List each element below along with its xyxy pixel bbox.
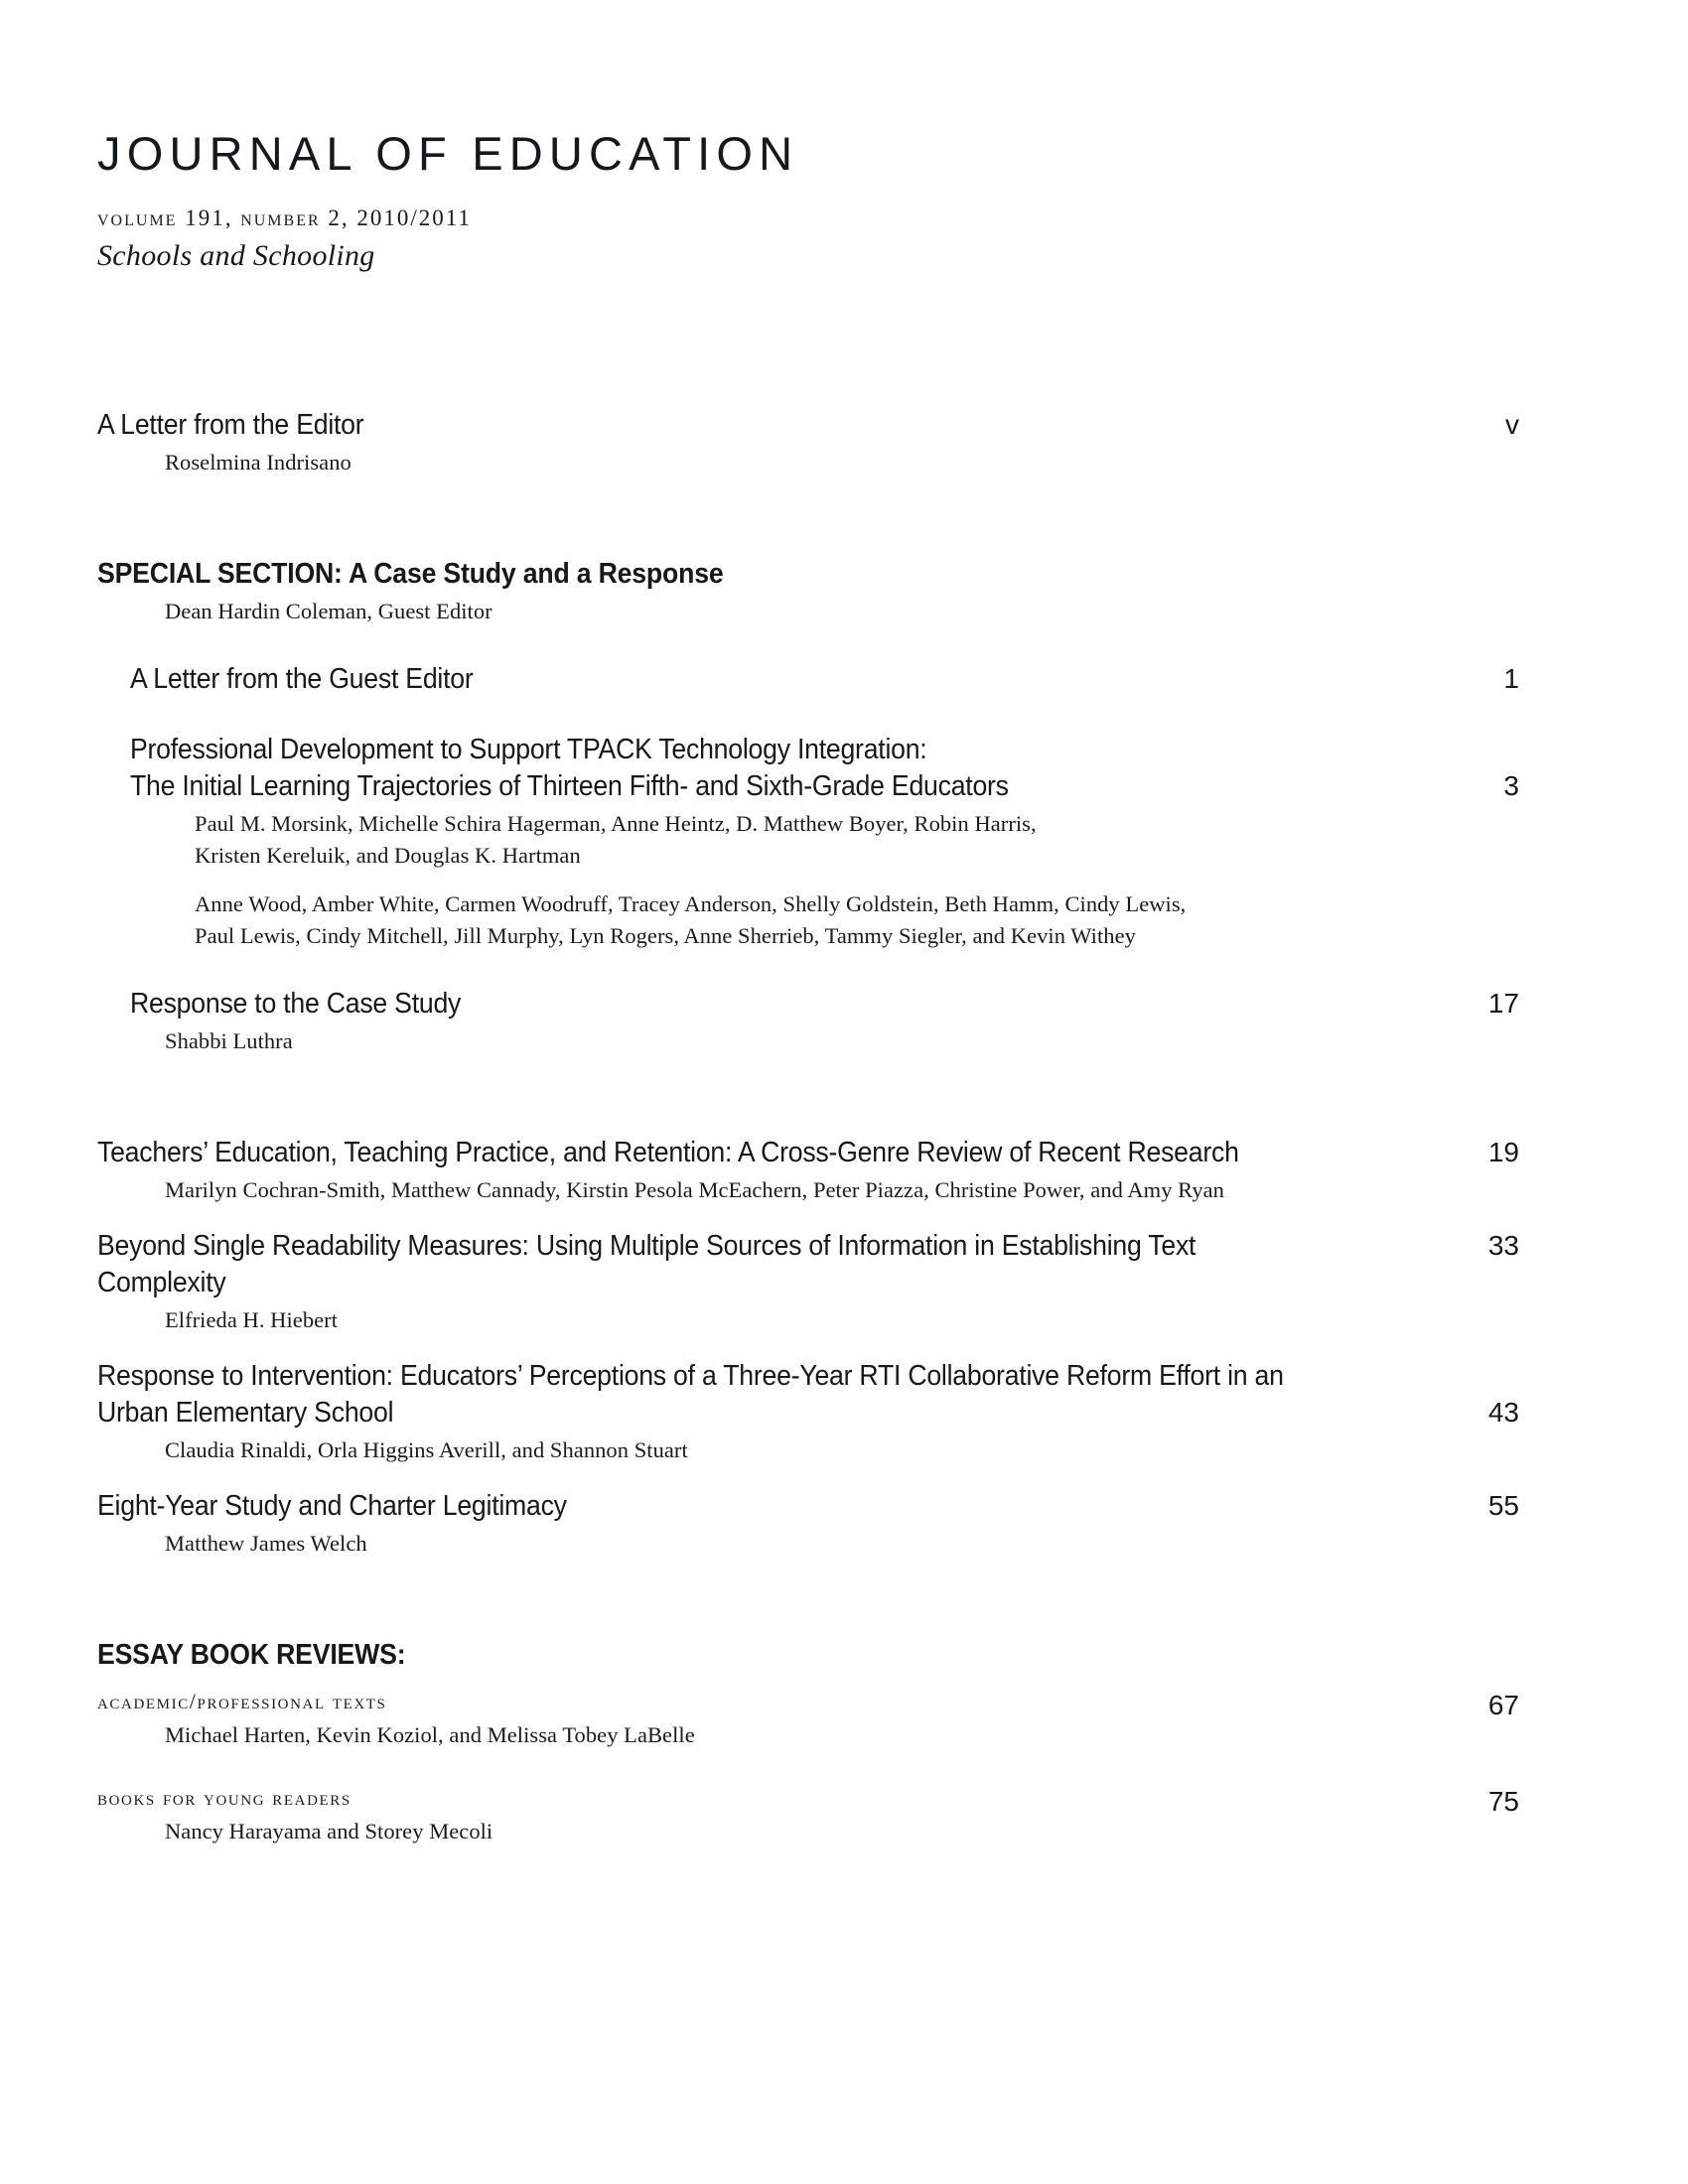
toc-entry-response-case-study[interactable] xyxy=(97,986,1519,1057)
entry-authors: Michael Harten, Kevin Koziol, and Melissa Tobey LaBelle xyxy=(165,1721,695,1747)
toc-row xyxy=(97,556,1519,593)
toc-entry-readability-measures[interactable] xyxy=(97,1228,1519,1336)
entry-authors: Shabbi Luthra xyxy=(165,1027,293,1053)
entry-page-number: 43 xyxy=(1487,1396,1519,1428)
journal-title: JOURNAL OF EDUCATION xyxy=(97,127,799,180)
special-section-guest-editor: Dean Hardin Coleman, Guest Editor xyxy=(165,599,492,624)
entry-authors: Elfrieda H. Hiebert xyxy=(165,1306,338,1332)
entry-authors: Matthew James Welch xyxy=(165,1530,367,1556)
section-spacer xyxy=(97,478,1519,556)
entry-page-number: 17 xyxy=(1487,987,1519,1019)
issue-theme: Schools and Schooling xyxy=(97,239,375,273)
entry-title[interactable]: Beyond Single Readability Measures: Using Multiple Sources of Information in Establishing Text Complexity xyxy=(97,1229,1196,1298)
essay-book-reviews-section xyxy=(97,1637,1519,1674)
special-section xyxy=(97,556,1519,627)
volume-issue-line: volume 191, number 2, 2010/2011 xyxy=(97,205,472,231)
entry-title-line-2[interactable]: The Initial Learning Trajectories of Thirteen Fifth- and Sixth-Grade Educators xyxy=(130,770,1009,803)
toc-row xyxy=(97,1488,1519,1525)
toc-row xyxy=(97,1688,1519,1720)
toc-row xyxy=(97,1637,1519,1674)
entry-authors: Claudia Rinaldi, Orla Higgins Averill, and Shannon Stuart xyxy=(165,1436,688,1462)
entry-title[interactable]: Eight-Year Study and Charter Legitimacy xyxy=(97,1489,567,1522)
toc-entry-guest-editor-letter[interactable] xyxy=(97,661,1519,698)
entry-authors-line: Paul Lewis, Cindy Mitchell, Jill Murphy, Lyn Rogers, Anne Sherrieb, Tammy Siegler, and Kevin Withey xyxy=(195,922,1136,948)
spacer xyxy=(97,872,1519,886)
spacer xyxy=(97,1466,1519,1488)
entry-page-number: 3 xyxy=(1503,770,1519,802)
entry-page-number: 19 xyxy=(1487,1136,1519,1167)
entry-authors: Marilyn Cochran-Smith, Matthew Cannady, Kirstin Pesola McEachern, Peter Piazza, Christine Power, and Amy Ryan xyxy=(165,1176,1224,1202)
entry-title[interactable]: Teachers’ Education, Teaching Practice, and Retention: A Cross-Genre Review of Recent Research xyxy=(97,1136,1239,1168)
entry-authors: Nancy Harayama and Storey Mecoli xyxy=(165,1819,493,1844)
toc-entry-books-for-young-readers[interactable] xyxy=(97,1784,1519,1847)
toc-entry-eight-year-study[interactable] xyxy=(97,1488,1519,1560)
toc-row xyxy=(97,768,1519,805)
spacer xyxy=(97,952,1519,986)
entry-page-number: v xyxy=(1505,409,1519,440)
section-spacer xyxy=(97,1560,1519,1637)
toc-row xyxy=(97,1784,1519,1818)
review-category-label[interactable]: books for young readers xyxy=(97,1785,352,1811)
toc-entry-editor-letter[interactable] xyxy=(97,407,1519,478)
entry-authors-line: Anne Wood, Amber White, Carmen Woodruff, Tracey Anderson, Shelly Goldstein, Beth Hamm, Cindy Lewis, xyxy=(195,890,1187,916)
essay-book-reviews-heading: ESSAY BOOK REVIEWS: xyxy=(97,1638,406,1671)
toc-row xyxy=(97,1135,1519,1171)
entry-authors-line: Paul M. Morsink, Michelle Schira Hagerman, Anne Heintz, D. Matthew Boyer, Robin Harris, xyxy=(195,811,1037,837)
entry-authors-block-1 xyxy=(195,808,1519,872)
toc-entry-teachers-education[interactable] xyxy=(97,1135,1519,1206)
entry-page-number: 75 xyxy=(1487,1786,1519,1818)
toc-row xyxy=(97,1358,1519,1395)
entry-page-number: 33 xyxy=(1487,1229,1519,1261)
toc-row xyxy=(97,986,1519,1023)
toc-row xyxy=(97,661,1519,698)
toc-row xyxy=(97,1395,1519,1432)
spacer xyxy=(97,1750,1519,1784)
toc-row xyxy=(97,1228,1519,1301)
spacer xyxy=(97,1206,1519,1228)
entry-title[interactable]: Response to the Case Study xyxy=(130,987,462,1020)
entry-title-line-1[interactable]: Response to Intervention: Educators’ Perceptions of a Three-Year RTI Collaborative Reform Effort in an xyxy=(97,1359,1284,1392)
entry-title[interactable]: A Letter from the Editor xyxy=(97,409,364,441)
spacer xyxy=(97,1336,1519,1358)
toc-entry-tpack[interactable] xyxy=(97,732,1519,952)
entry-page-number: 1 xyxy=(1503,662,1519,694)
entry-authors-line: Kristen Kereluik, and Douglas K. Hartman xyxy=(195,843,581,869)
toc-row xyxy=(97,732,1519,768)
entry-page-number: 67 xyxy=(1487,1689,1519,1720)
special-section-heading: SPECIAL SECTION: A Case Study and a Response xyxy=(97,557,724,590)
entry-authors-block-2 xyxy=(195,888,1519,952)
entry-page-number: 55 xyxy=(1487,1489,1519,1521)
entry-title-line-1[interactable]: Professional Development to Support TPACK Technology Integration: xyxy=(130,734,927,766)
entry-authors: Roselmina Indrisano xyxy=(165,450,352,476)
section-spacer xyxy=(97,1057,1519,1135)
entry-title[interactable]: A Letter from the Guest Editor xyxy=(130,662,474,695)
review-category-label[interactable]: academic/professional texts xyxy=(97,1688,387,1713)
spacer xyxy=(97,1674,1519,1688)
spacer xyxy=(97,698,1519,732)
toc-entry-response-to-intervention[interactable] xyxy=(97,1358,1519,1466)
spacer xyxy=(97,627,1519,661)
toc-entry-academic-professional-texts[interactable] xyxy=(97,1688,1519,1751)
table-of-contents xyxy=(97,407,1519,1847)
toc-row xyxy=(97,407,1519,444)
masthead xyxy=(97,129,1527,273)
entry-title-line-2[interactable]: Urban Elementary School xyxy=(97,1396,394,1429)
